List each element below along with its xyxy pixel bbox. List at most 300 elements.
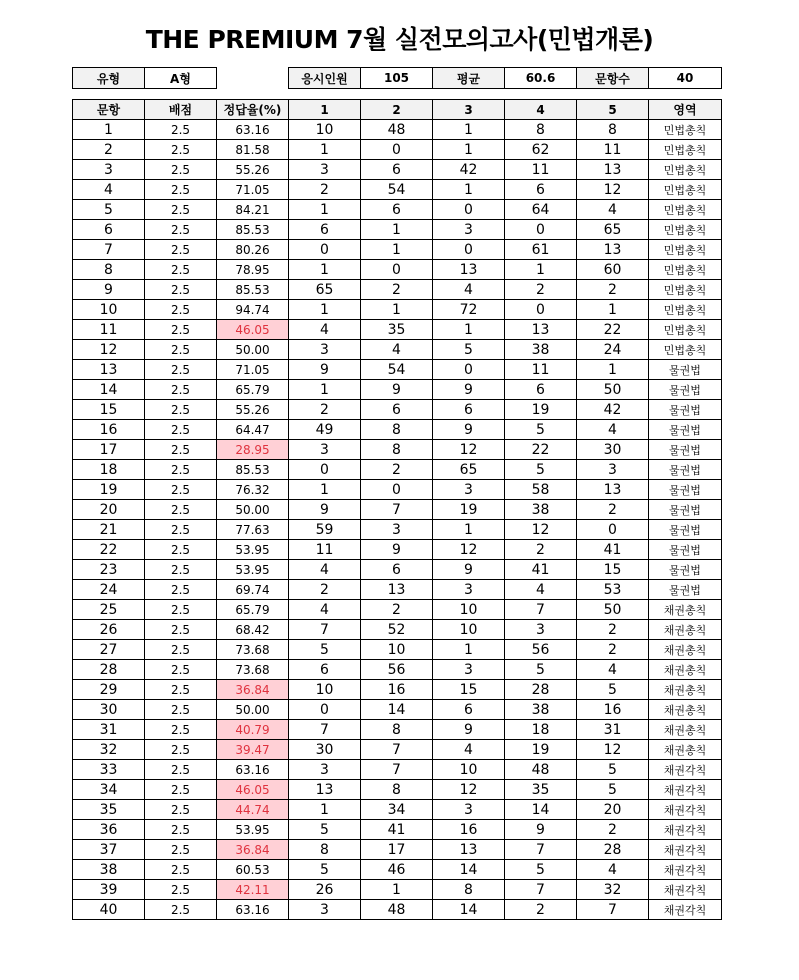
choice-1-count: 3 [289,760,361,780]
correct-rate-cell: 40.79 [217,720,289,740]
question-number: 12 [73,340,145,360]
choice-5-count: 2 [577,620,649,640]
table-row [73,300,722,320]
correct-rate-cell: 53.95 [217,560,289,580]
questions-value: 40 [649,68,722,89]
table-row [73,680,722,700]
question-number: 31 [73,720,145,740]
choice-4-count: 7 [505,880,577,900]
correct-rate-cell: 60.53 [217,860,289,880]
score-cell: 2.5 [145,880,217,900]
choice-1-count: 5 [289,640,361,660]
choice-4-count: 2 [505,540,577,560]
choice-3-count: 5 [433,340,505,360]
score-cell: 2.5 [145,180,217,200]
area-cell: 민법총칙 [649,200,722,220]
choice-3-count: 1 [433,140,505,160]
choice-5-count: 50 [577,380,649,400]
correct-rate-cell: 55.26 [217,160,289,180]
choice-4-count: 14 [505,800,577,820]
choice-1-count: 10 [289,120,361,140]
choice-3-count: 3 [433,220,505,240]
choice-1-count: 13 [289,780,361,800]
choice-1-count: 0 [289,700,361,720]
choice-3-count: 9 [433,420,505,440]
area-cell: 물권법 [649,420,722,440]
choice-3-count: 65 [433,460,505,480]
area-cell: 민법총칙 [649,220,722,240]
correct-rate-cell: 76.32 [217,480,289,500]
choice-4-count: 11 [505,160,577,180]
choice-4-count: 38 [505,340,577,360]
choice-3-count: 9 [433,380,505,400]
choice-3-count: 15 [433,680,505,700]
question-number: 23 [73,560,145,580]
area-cell: 민법총칙 [649,120,722,140]
score-cell: 2.5 [145,400,217,420]
score-cell: 2.5 [145,740,217,760]
choice-1-count: 3 [289,900,361,920]
area-cell: 채권총칙 [649,600,722,620]
choice-4-count: 38 [505,500,577,520]
table-row [73,380,722,400]
choice-4-count: 13 [505,320,577,340]
choice-3-count: 4 [433,280,505,300]
choice-1-count: 4 [289,600,361,620]
table-row [73,120,722,140]
table-row [73,420,722,440]
choice-4-count: 0 [505,220,577,240]
table-row [73,440,722,460]
score-cell: 2.5 [145,160,217,180]
choice-3-count: 13 [433,840,505,860]
table-row [73,560,722,580]
score-cell: 2.5 [145,200,217,220]
header-choice-2: 2 [361,100,433,120]
choice-5-count: 4 [577,860,649,880]
average-value: 60.6 [505,68,577,89]
correct-rate-cell: 69.74 [217,580,289,600]
question-number: 16 [73,420,145,440]
score-cell: 2.5 [145,460,217,480]
choice-1-count: 7 [289,720,361,740]
choice-2-count: 0 [361,140,433,160]
correct-rate-cell: 64.47 [217,420,289,440]
header-choice-1: 1 [289,100,361,120]
choice-2-count: 14 [361,700,433,720]
score-cell: 2.5 [145,380,217,400]
choice-5-count: 3 [577,460,649,480]
choice-2-count: 46 [361,860,433,880]
question-number: 27 [73,640,145,660]
area-cell: 채권총칙 [649,660,722,680]
question-number: 6 [73,220,145,240]
score-cell: 2.5 [145,320,217,340]
choice-2-count: 35 [361,320,433,340]
choice-2-count: 56 [361,660,433,680]
correct-rate-cell: 50.00 [217,700,289,720]
score-cell: 2.5 [145,540,217,560]
area-cell: 채권총칙 [649,640,722,660]
choice-2-count: 1 [361,220,433,240]
choice-5-count: 4 [577,200,649,220]
choice-5-count: 28 [577,840,649,860]
correct-rate-cell: 85.53 [217,460,289,480]
choice-5-count: 2 [577,820,649,840]
score-cell: 2.5 [145,820,217,840]
question-number: 22 [73,540,145,560]
table-row [73,200,722,220]
choice-2-count: 17 [361,840,433,860]
choice-5-count: 5 [577,760,649,780]
choice-5-count: 13 [577,240,649,260]
choice-2-count: 54 [361,360,433,380]
choice-4-count: 22 [505,440,577,460]
choice-2-count: 8 [361,720,433,740]
question-number: 37 [73,840,145,860]
choice-5-count: 4 [577,420,649,440]
choice-5-count: 13 [577,480,649,500]
table-row [73,760,722,780]
choice-1-count: 9 [289,500,361,520]
area-cell: 민법총칙 [649,320,722,340]
page-title: THE PREMIUM 7월 실전모의고사(민법개론) [145,25,654,54]
choice-3-count: 6 [433,400,505,420]
table-row [73,460,722,480]
table-row [73,640,722,660]
choice-3-count: 12 [433,440,505,460]
correct-rate-cell: 85.53 [217,280,289,300]
choice-4-count: 64 [505,200,577,220]
choice-2-count: 34 [361,800,433,820]
question-number: 14 [73,380,145,400]
area-cell: 채권각칙 [649,900,722,920]
correct-rate-cell: 50.00 [217,500,289,520]
correct-rate-cell: 84.21 [217,200,289,220]
correct-rate-cell: 73.68 [217,640,289,660]
question-number: 28 [73,660,145,680]
correct-rate-cell: 63.16 [217,900,289,920]
choice-1-count: 2 [289,400,361,420]
choice-2-count: 54 [361,180,433,200]
correct-rate-cell: 53.95 [217,820,289,840]
choice-4-count: 9 [505,820,577,840]
area-cell: 물권법 [649,560,722,580]
score-cell: 2.5 [145,680,217,700]
choice-1-count: 1 [289,200,361,220]
score-cell: 2.5 [145,640,217,660]
table-row [73,480,722,500]
choice-4-count: 19 [505,740,577,760]
question-number: 11 [73,320,145,340]
choice-1-count: 6 [289,660,361,680]
choice-4-count: 61 [505,240,577,260]
correct-rate-cell: 46.05 [217,780,289,800]
question-number: 9 [73,280,145,300]
choice-3-count: 3 [433,580,505,600]
score-cell: 2.5 [145,440,217,460]
results-table [72,99,722,920]
score-cell: 2.5 [145,280,217,300]
area-cell: 민법총칙 [649,180,722,200]
table-row [73,500,722,520]
area-cell: 물권법 [649,540,722,560]
choice-3-count: 16 [433,820,505,840]
question-number: 7 [73,240,145,260]
choice-5-count: 5 [577,780,649,800]
choice-2-count: 16 [361,680,433,700]
choice-1-count: 0 [289,460,361,480]
area-cell: 물권법 [649,380,722,400]
examinees-label: 응시인원 [289,68,361,89]
choice-2-count: 3 [361,520,433,540]
choice-1-count: 4 [289,320,361,340]
choice-3-count: 12 [433,780,505,800]
spacer [217,68,289,89]
question-number: 29 [73,680,145,700]
table-row [73,720,722,740]
choice-3-count: 72 [433,300,505,320]
choice-2-count: 52 [361,620,433,640]
choice-5-count: 65 [577,220,649,240]
choice-1-count: 1 [289,260,361,280]
choice-1-count: 3 [289,340,361,360]
choice-4-count: 11 [505,360,577,380]
correct-rate-cell: 71.05 [217,180,289,200]
question-number: 21 [73,520,145,540]
choice-5-count: 24 [577,340,649,360]
question-number: 2 [73,140,145,160]
choice-5-count: 42 [577,400,649,420]
choice-5-count: 12 [577,740,649,760]
area-cell: 채권각칙 [649,800,722,820]
choice-2-count: 0 [361,480,433,500]
choice-2-count: 6 [361,400,433,420]
choice-5-count: 41 [577,540,649,560]
correct-rate-cell: 71.05 [217,360,289,380]
area-cell: 물권법 [649,460,722,480]
area-cell: 채권총칙 [649,620,722,640]
type-value: A형 [145,68,217,89]
table-row [73,360,722,380]
choice-2-count: 8 [361,780,433,800]
choice-4-count: 4 [505,580,577,600]
choice-3-count: 13 [433,260,505,280]
table-row [73,600,722,620]
choice-3-count: 1 [433,120,505,140]
correct-rate-cell: 78.95 [217,260,289,280]
choice-3-count: 0 [433,240,505,260]
choice-1-count: 8 [289,840,361,860]
correct-rate-cell: 73.68 [217,660,289,680]
choice-1-count: 49 [289,420,361,440]
question-number: 32 [73,740,145,760]
score-cell: 2.5 [145,720,217,740]
table-row [73,660,722,680]
table-row [73,160,722,180]
choice-5-count: 11 [577,140,649,160]
area-cell: 채권총칙 [649,740,722,760]
score-cell: 2.5 [145,360,217,380]
area-cell: 채권각칙 [649,780,722,800]
choice-4-count: 1 [505,260,577,280]
choice-5-count: 31 [577,720,649,740]
choice-5-count: 32 [577,880,649,900]
question-number: 34 [73,780,145,800]
choice-1-count: 1 [289,140,361,160]
choice-4-count: 0 [505,300,577,320]
choice-3-count: 1 [433,520,505,540]
choice-5-count: 30 [577,440,649,460]
correct-rate-cell: 81.58 [217,140,289,160]
question-number: 5 [73,200,145,220]
correct-rate-cell: 36.84 [217,840,289,860]
score-cell: 2.5 [145,860,217,880]
header-correct-rate: 정답율(%) [217,100,289,120]
table-row [73,180,722,200]
correct-rate-cell: 63.16 [217,120,289,140]
area-cell: 물권법 [649,360,722,380]
question-number: 17 [73,440,145,460]
choice-1-count: 30 [289,740,361,760]
score-cell: 2.5 [145,260,217,280]
choice-2-count: 8 [361,420,433,440]
choice-5-count: 4 [577,660,649,680]
table-row [73,700,722,720]
table-row [73,620,722,640]
header-choice-4: 4 [505,100,577,120]
score-cell: 2.5 [145,220,217,240]
choice-1-count: 1 [289,480,361,500]
choice-5-count: 53 [577,580,649,600]
choice-2-count: 7 [361,500,433,520]
header-area: 영역 [649,100,722,120]
correct-rate-cell: 94.74 [217,300,289,320]
table-row [73,800,722,820]
choice-5-count: 60 [577,260,649,280]
choice-5-count: 50 [577,600,649,620]
question-number: 35 [73,800,145,820]
area-cell: 민법총칙 [649,140,722,160]
choice-4-count: 58 [505,480,577,500]
choice-5-count: 20 [577,800,649,820]
choice-4-count: 35 [505,780,577,800]
correct-rate-cell: 28.95 [217,440,289,460]
choice-5-count: 0 [577,520,649,540]
choice-5-count: 2 [577,500,649,520]
area-cell: 민법총칙 [649,280,722,300]
type-label: 유형 [73,68,145,89]
choice-3-count: 3 [433,480,505,500]
header-score: 배점 [145,100,217,120]
choice-3-count: 10 [433,760,505,780]
choice-2-count: 7 [361,760,433,780]
question-number: 33 [73,760,145,780]
correct-rate-cell: 42.11 [217,880,289,900]
table-row [73,900,722,920]
header-choice-5: 5 [577,100,649,120]
question-number: 25 [73,600,145,620]
choice-1-count: 4 [289,560,361,580]
choice-2-count: 6 [361,560,433,580]
table-row [73,140,722,160]
choice-5-count: 13 [577,160,649,180]
area-cell: 민법총칙 [649,300,722,320]
score-cell: 2.5 [145,840,217,860]
table-row [73,220,722,240]
choice-1-count: 5 [289,820,361,840]
choice-2-count: 6 [361,160,433,180]
choice-4-count: 5 [505,420,577,440]
question-number: 4 [73,180,145,200]
choice-5-count: 8 [577,120,649,140]
choice-5-count: 7 [577,900,649,920]
choice-3-count: 10 [433,600,505,620]
question-number: 3 [73,160,145,180]
choice-2-count: 48 [361,900,433,920]
table-row [73,880,722,900]
score-cell: 2.5 [145,900,217,920]
area-cell: 물권법 [649,520,722,540]
choice-2-count: 4 [361,340,433,360]
score-cell: 2.5 [145,580,217,600]
choice-4-count: 7 [505,600,577,620]
area-cell: 물권법 [649,580,722,600]
table-row [73,820,722,840]
choice-1-count: 6 [289,220,361,240]
choice-3-count: 9 [433,720,505,740]
choice-4-count: 19 [505,400,577,420]
choice-2-count: 48 [361,120,433,140]
table-row [73,780,722,800]
table-row [73,400,722,420]
choice-2-count: 9 [361,540,433,560]
choice-4-count: 62 [505,140,577,160]
choice-4-count: 28 [505,680,577,700]
area-cell: 민법총칙 [649,340,722,360]
score-cell: 2.5 [145,300,217,320]
area-cell: 채권총칙 [649,720,722,740]
choice-1-count: 1 [289,800,361,820]
table-row [73,520,722,540]
choice-3-count: 6 [433,700,505,720]
choice-1-count: 59 [289,520,361,540]
correct-rate-cell: 65.79 [217,380,289,400]
area-cell: 민법총칙 [649,260,722,280]
choice-1-count: 65 [289,280,361,300]
choice-2-count: 9 [361,380,433,400]
choice-3-count: 1 [433,180,505,200]
correct-rate-cell: 46.05 [217,320,289,340]
score-cell: 2.5 [145,760,217,780]
score-cell: 2.5 [145,800,217,820]
question-number: 24 [73,580,145,600]
question-number: 1 [73,120,145,140]
average-label: 평균 [433,68,505,89]
choice-3-count: 3 [433,800,505,820]
summary-table [72,67,722,89]
area-cell: 물권법 [649,440,722,460]
area-cell: 채권각칙 [649,880,722,900]
choice-1-count: 7 [289,620,361,640]
score-cell: 2.5 [145,780,217,800]
choice-4-count: 7 [505,840,577,860]
choice-3-count: 3 [433,660,505,680]
choice-2-count: 7 [361,740,433,760]
area-cell: 채권각칙 [649,860,722,880]
score-cell: 2.5 [145,500,217,520]
choice-4-count: 56 [505,640,577,660]
